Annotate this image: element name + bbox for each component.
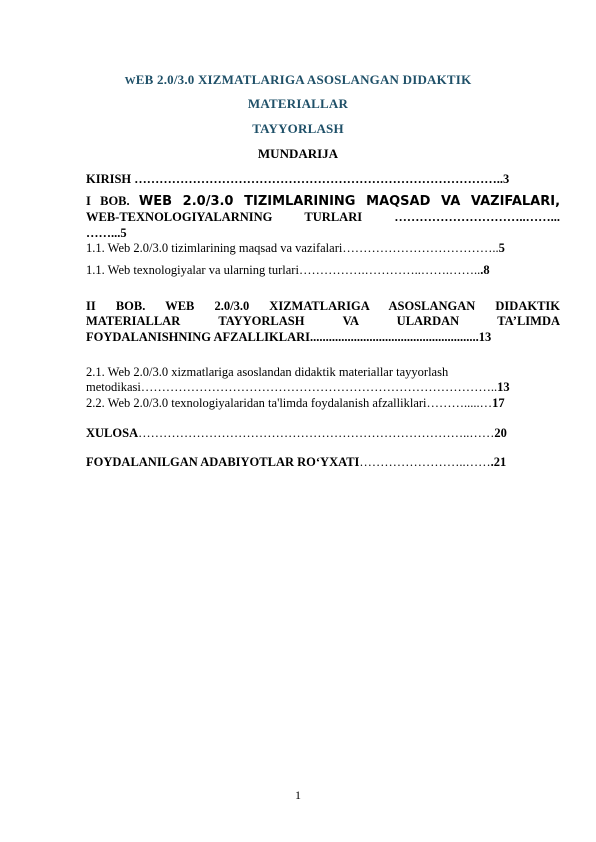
toc-entry-references-dots: ……………………..…… <box>359 455 491 469</box>
toc-entry-2-1-text: metodikasi………………………………………………………………………….. <box>86 380 498 394</box>
toc-entry-2-1-line-2 <box>86 380 560 395</box>
toc-entry-1-1-goals <box>86 241 560 256</box>
toc-entry-intro-page: ..3 <box>496 172 510 186</box>
toc-entry-1-1-types-page: .8 <box>480 263 490 277</box>
toc-chapter-1-line-1 <box>86 194 560 209</box>
toc-chapter-1-line-2: WEB-TEXNOLOGIYALARNING TURLARI …………………………..……... <box>86 210 560 224</box>
document-title-line-2: MATERIALLAR <box>247 96 349 111</box>
toc-entry-1-1-goals-page: 5 <box>498 241 505 255</box>
toc-entry-2-1-line-1: 2.1. Web 2.0/3.0 xizmatlariga asoslandan didaktik materiallar tayyorlash <box>86 365 449 379</box>
toc-entry-1-1-goals-text: 1.1. Web 2.0/3.0 tizimlarining maqsad va vazifalari……………………………….. <box>86 241 499 255</box>
toc-entry-2-1-page: 13 <box>497 380 510 394</box>
toc-chapter-1-prefix: I BOB. <box>86 194 139 208</box>
toc-chapter-2-line-3: FOYDALANISHNING AFZALLIKLARI......................................................13 <box>86 330 492 344</box>
title-line-1-text: EB 2.0/3.0 XIZMATLARIGA ASOSLANGAN DIDAKTIK <box>135 72 472 87</box>
toc-entry-conclusion-page: 20 <box>494 426 507 440</box>
document-title-line-3: TAYYORLASH <box>252 121 344 136</box>
toc-entry-intro-text: KIRISH …………………………………………………………………………… <box>86 172 497 186</box>
toc-entry-1-1-types-text: 1.1. Web texnologiyalar va ularning turlari…………….…………..…….…….. <box>86 263 481 277</box>
toc-entry-conclusion-dots: ……………………………………………………………………..…… <box>138 426 495 440</box>
toc-entry-2-2 <box>86 396 560 411</box>
toc-chapter-2-line-1: II BOB. WEB 2.0/3.0 XIZMATLARIGA ASOSLANGAN DIDAKTIK <box>86 299 560 313</box>
toc-chapter-2-line-2: MATERIALLAR TAYYORLASH VA ULARDAN TA’LIMDA <box>86 314 560 328</box>
document-title-line-1 <box>0 72 596 88</box>
toc-chapter-1-title: WEB 2.0/3.0 TIZIMLARINING MAQSAD VA VAZIFALARI, <box>138 194 561 209</box>
title-prefix: W <box>124 75 136 87</box>
toc-entry-2-2-text: 2.2. Web 2.0/3.0 texnologiyalaridan ta'limda foydalanish afzalliklari……….....… <box>86 396 493 410</box>
toc-entry-intro <box>86 172 560 187</box>
toc-chapter-1-line-3: ……...5 <box>86 226 127 240</box>
toc-entry-references <box>86 455 560 470</box>
page-number: 1 <box>295 788 301 802</box>
toc-entry-conclusion-label: XULOSA <box>86 426 139 440</box>
contents-heading: MUNDARIJA <box>257 146 339 161</box>
toc-entry-1-1-types <box>86 263 560 278</box>
toc-entry-references-page: .21 <box>490 455 507 469</box>
toc-entry-conclusion <box>86 426 560 441</box>
toc-entry-2-2-page: 17 <box>492 396 505 410</box>
toc-entry-references-label: FOYDALANILGAN ADABIYOTLAR RO‘YXATI <box>86 455 360 469</box>
